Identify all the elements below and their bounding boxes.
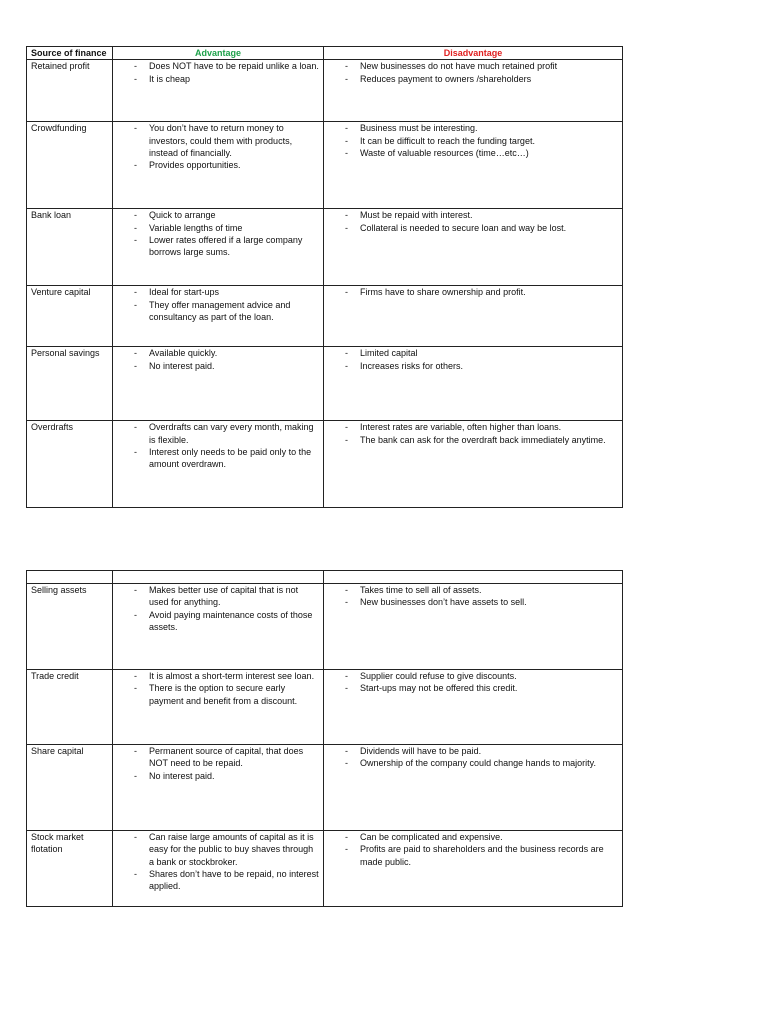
table-row: [27, 670, 623, 745]
disadvantage-cell: [324, 209, 623, 286]
list-item: - Start-ups may not be offered this credit.: [328, 682, 618, 694]
source-cell: Selling assets: [27, 584, 113, 670]
list-item: - New businesses do not have much retained profit: [328, 60, 618, 72]
finance-table-1: [26, 46, 623, 508]
list-item: - Overdrafts can vary every month, making is flexible.: [117, 421, 319, 446]
list-item: - Increases risks for others.: [328, 360, 618, 372]
header-advantage: Advantage: [113, 47, 324, 60]
table-row: [27, 745, 623, 831]
header-empty: [27, 571, 113, 584]
list-item: - Interest rates are variable, often higher than loans.: [328, 421, 618, 433]
list-item: - Makes better use of capital that is not used for anything.: [117, 584, 319, 609]
source-cell: Venture capital: [27, 286, 113, 347]
list-item: - Can be complicated and expensive.: [328, 831, 618, 843]
source-cell: Stock market flotation: [27, 831, 113, 907]
list-item: - No interest paid.: [117, 770, 319, 782]
list-item: - Can raise large amounts of capital as it is easy for the public to buy shaves through a bank or stockbroker.: [117, 831, 319, 868]
advantage-cell: [113, 209, 324, 286]
list-item: - It is almost a short-term interest see loan.: [117, 670, 319, 682]
advantage-cell: [113, 286, 324, 347]
source-cell: Overdrafts: [27, 421, 113, 508]
advantage-cell: [113, 347, 324, 421]
list-item: - Must be repaid with interest.: [328, 209, 618, 221]
disadvantage-cell: [324, 831, 623, 907]
list-item: - Business must be interesting.: [328, 122, 618, 134]
list-item: - Variable lengths of time: [117, 222, 319, 234]
table-header-row: [27, 571, 623, 584]
table-row: [27, 209, 623, 286]
list-item: - Dividends will have to be paid.: [328, 745, 618, 757]
source-cell: Personal savings: [27, 347, 113, 421]
advantage-cell: [113, 60, 324, 122]
advantage-cell: [113, 421, 324, 508]
list-item: - Permanent source of capital, that does NOT need to be repaid.: [117, 745, 319, 770]
list-item: - Avoid paying maintenance costs of those assets.: [117, 609, 319, 634]
list-item: - Limited capital: [328, 347, 618, 359]
source-cell: Crowdfunding: [27, 122, 113, 209]
table-row: [27, 347, 623, 421]
advantage-cell: [113, 122, 324, 209]
source-cell: Retained profit: [27, 60, 113, 122]
header-empty: [324, 571, 623, 584]
source-cell: Bank loan: [27, 209, 113, 286]
list-item: - They offer management advice and consultancy as part of the loan.: [117, 299, 319, 324]
source-cell: Trade credit: [27, 670, 113, 745]
list-item: - It can be difficult to reach the funding target.: [328, 135, 618, 147]
disadvantage-cell: [324, 286, 623, 347]
disadvantage-cell: [324, 347, 623, 421]
list-item: - Does NOT have to be repaid unlike a loan.: [117, 60, 319, 72]
list-item: - Reduces payment to owners /shareholders: [328, 73, 618, 85]
list-item: - Provides opportunities.: [117, 159, 319, 171]
list-item: - You don’t have to return money to investors, could them with products, instead of financially.: [117, 122, 319, 159]
list-item: - Interest only needs to be paid only to the amount overdrawn.: [117, 446, 319, 471]
disadvantage-cell: [324, 745, 623, 831]
disadvantage-cell: [324, 670, 623, 745]
list-item: - The bank can ask for the overdraft back immediately anytime.: [328, 434, 618, 446]
list-item: - Waste of valuable resources (time…etc…): [328, 147, 618, 159]
advantage-cell: [113, 670, 324, 745]
list-item: - Firms have to share ownership and profit.: [328, 286, 618, 298]
list-item: - Ownership of the company could change hands to majority.: [328, 757, 618, 769]
list-item: - Profits are paid to shareholders and the business records are made public.: [328, 843, 618, 868]
header-empty: [113, 571, 324, 584]
table-row: [27, 584, 623, 670]
list-item: - It is cheap: [117, 73, 319, 85]
list-item: - Lower rates offered if a large company borrows large sums.: [117, 234, 319, 259]
table-row: [27, 831, 623, 907]
table-row: [27, 286, 623, 347]
finance-table-2: [26, 570, 623, 907]
list-item: - Collateral is needed to secure loan and way be lost.: [328, 222, 618, 234]
disadvantage-cell: [324, 60, 623, 122]
list-item: - Quick to arrange: [117, 209, 319, 221]
list-item: - Takes time to sell all of assets.: [328, 584, 618, 596]
header-source: Source of finance: [27, 47, 113, 60]
table-row: [27, 421, 623, 508]
advantage-cell: [113, 831, 324, 907]
header-disadvantage: Disadvantage: [324, 47, 623, 60]
disadvantage-cell: [324, 421, 623, 508]
table-header-row: [27, 47, 623, 60]
source-cell: Share capital: [27, 745, 113, 831]
list-item: - New businesses don’t have assets to sell.: [328, 596, 618, 608]
disadvantage-cell: [324, 122, 623, 209]
advantage-cell: [113, 745, 324, 831]
disadvantage-cell: [324, 584, 623, 670]
table-row: [27, 122, 623, 209]
list-item: - Shares don’t have to be repaid, no interest applied.: [117, 868, 319, 893]
list-item: - Ideal for start-ups: [117, 286, 319, 298]
advantage-cell: [113, 584, 324, 670]
list-item: - No interest paid.: [117, 360, 319, 372]
list-item: - Supplier could refuse to give discounts.: [328, 670, 618, 682]
list-item: - Available quickly.: [117, 347, 319, 359]
table-row: [27, 60, 623, 122]
list-item: - There is the option to secure early payment and benefit from a discount.: [117, 682, 319, 707]
